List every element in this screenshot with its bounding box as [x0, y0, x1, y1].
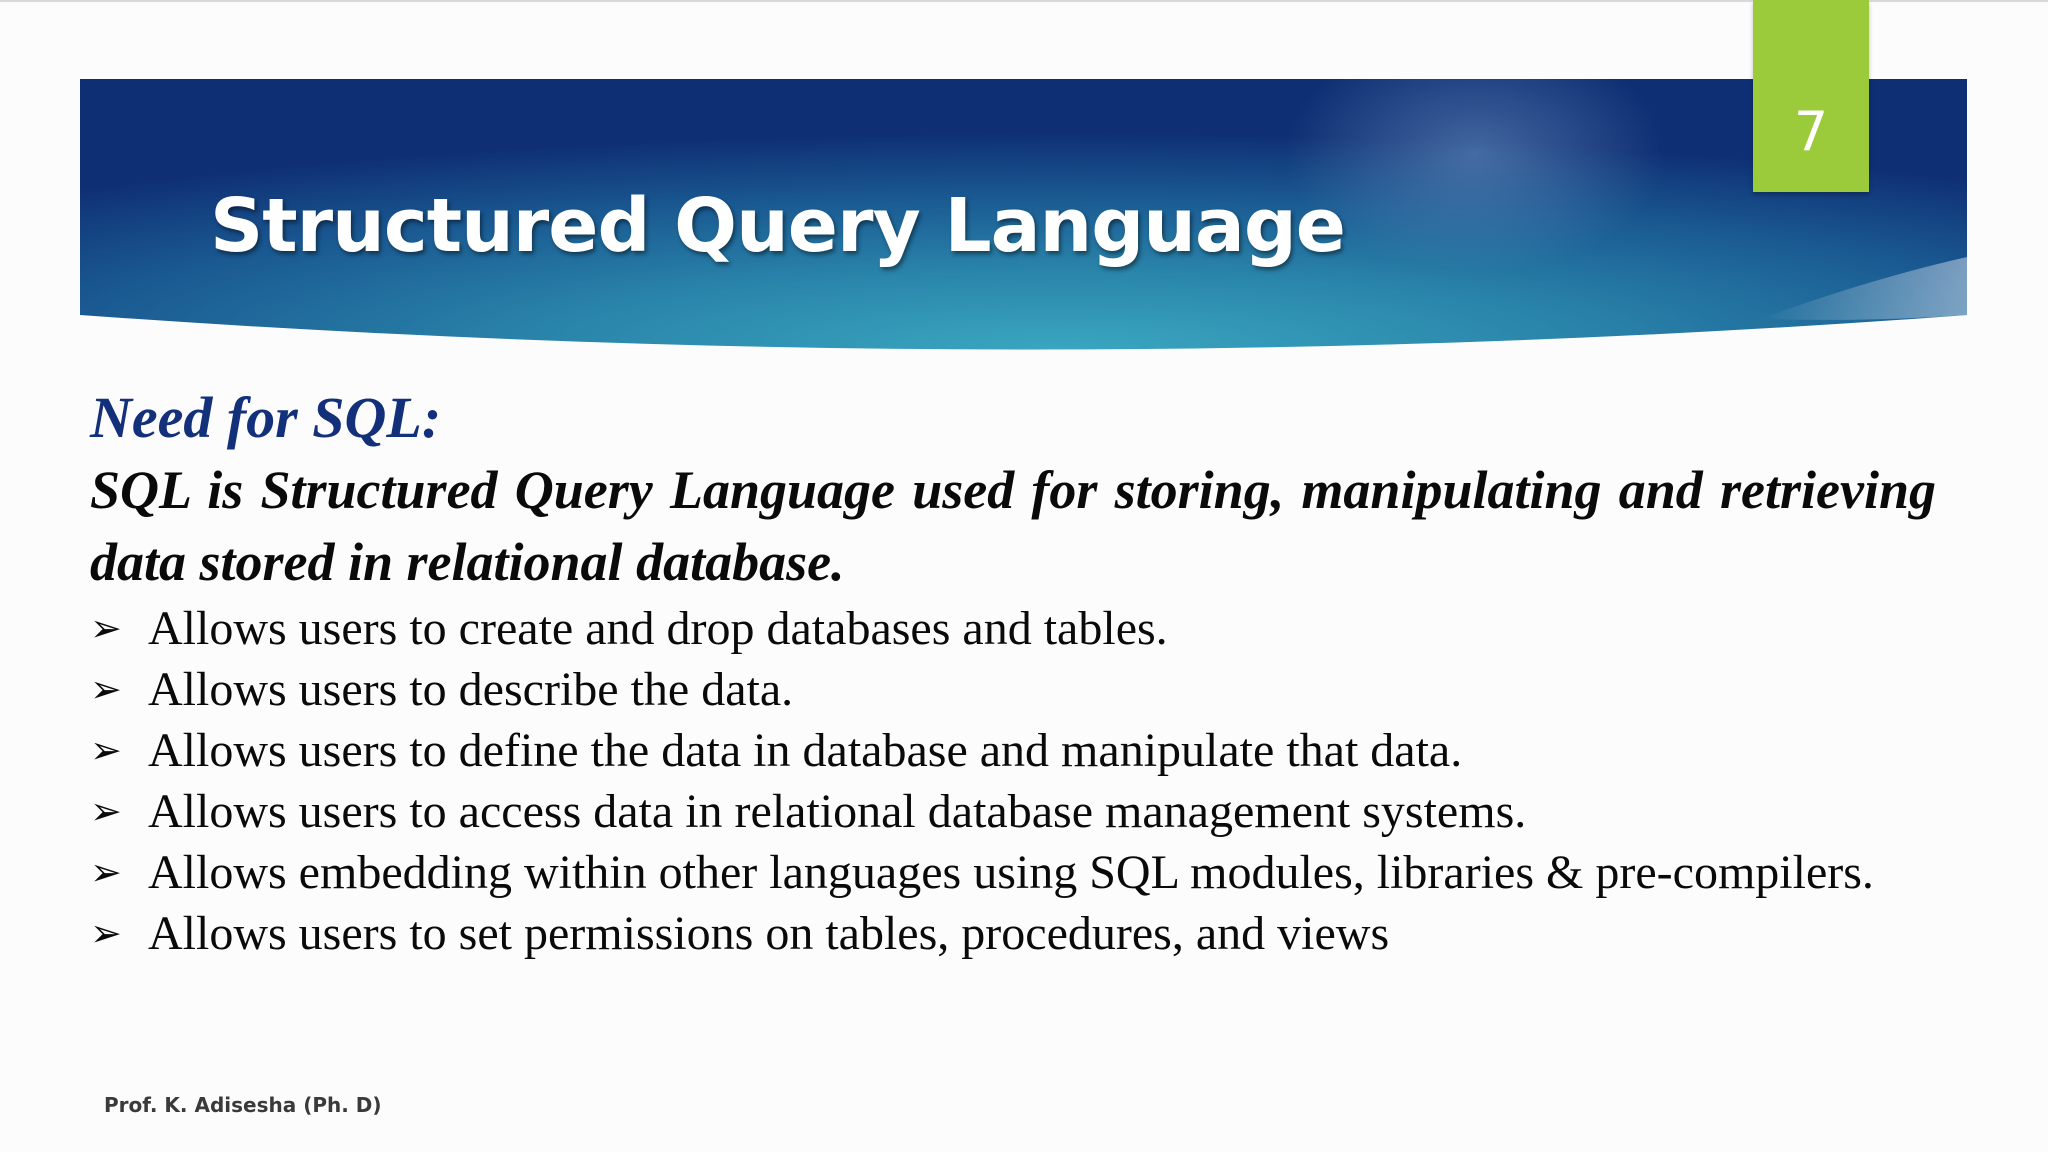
bullet-text: Allows users to describe the data. [148, 663, 794, 716]
definition-text: SQL is Structured Query Language used for storing, manipulating and retrieving data stored in relational database. [90, 460, 1936, 592]
bullet-item [90, 720, 1936, 781]
bullet-list [90, 598, 1936, 964]
bullet-item [90, 781, 1936, 842]
bullet-text: Allows users to access data in relational database management systems. [148, 785, 1527, 838]
top-divider [0, 0, 2048, 2]
arrowhead-bullet-icon: ➢ [90, 606, 122, 650]
bullet-item [90, 903, 1936, 964]
bullet-text: Allows embedding within other languages using SQL modules, libraries & pre-compilers. [148, 846, 1874, 899]
slide-body [90, 382, 1936, 964]
arrowhead-bullet-icon: ➢ [90, 728, 122, 772]
bullet-text: Allows users to define the data in database and manipulate that data. [148, 724, 1463, 777]
arrowhead-bullet-icon: ➢ [90, 850, 122, 894]
page-number: 7 [1793, 100, 1829, 163]
slide-footer: Prof. K. Adisesha (Ph. D) [104, 1093, 382, 1117]
page-number-tab [1753, 0, 1869, 192]
bullet-item [90, 842, 1936, 903]
section-heading: Need for SQL: [90, 385, 442, 450]
arrowhead-bullet-icon: ➢ [90, 789, 122, 833]
bullet-item [90, 598, 1936, 659]
slide-title: Structured Query Language [210, 183, 1345, 269]
bullet-text: Allows users to create and drop databases and tables. [148, 602, 1168, 655]
bullet-item [90, 659, 1936, 720]
bullet-text: Allows users to set permissions on tables, procedures, and views [148, 907, 1390, 960]
arrowhead-bullet-icon: ➢ [90, 911, 122, 955]
arrowhead-bullet-icon: ➢ [90, 667, 122, 711]
